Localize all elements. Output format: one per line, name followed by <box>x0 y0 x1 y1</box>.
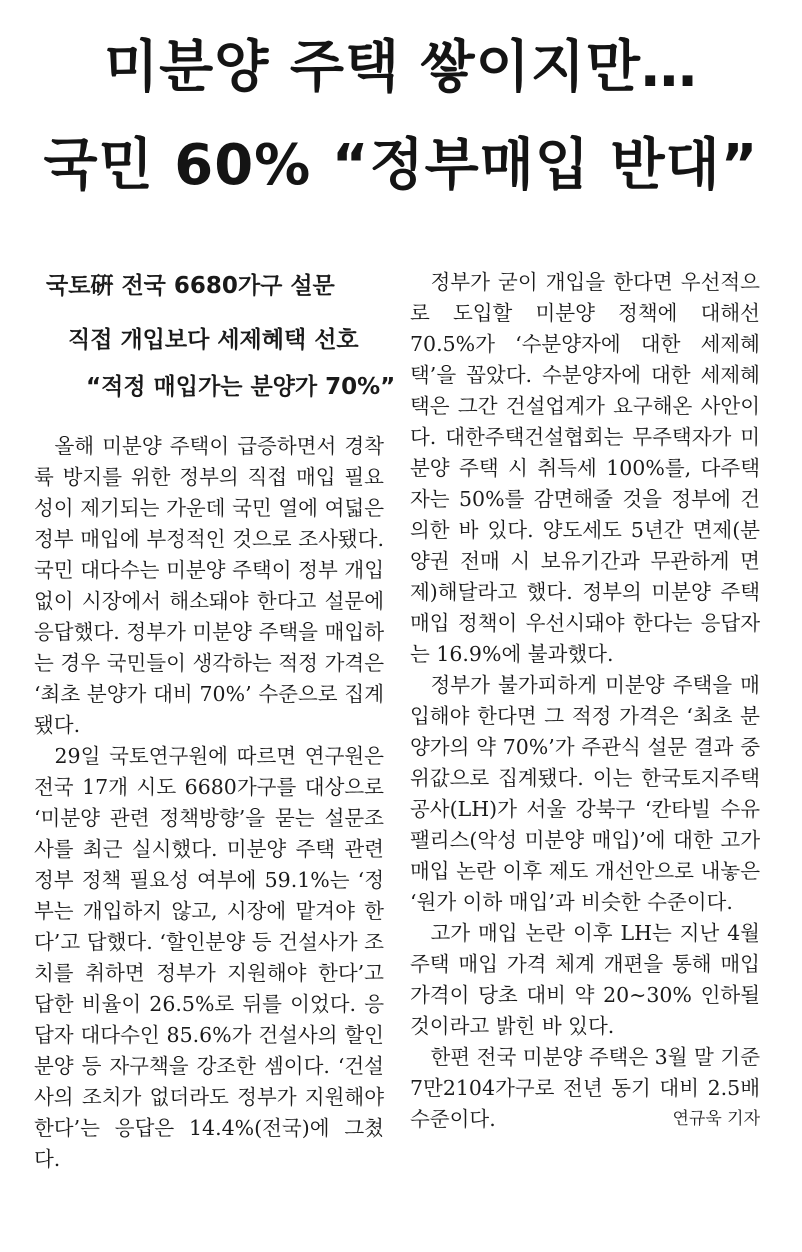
paragraph: 올해 미분양 주택이 급증하면서 경착륙 방지를 위한 정부의 직접 매입 필요성이 제기되는 가운데 국민 열에 여덟은 정부 매입에 부정적인 것으로 조사됐다. 국민 대다수는 미분양 주택이 정부 개입 없이 시장에서 해소돼야 한다고 설문에 응답했다. 정부가 미분양 주택을 매입하는 경우 국민들이 생각하는 적정 가격은 ‘최초 분양가 대비 70%’ 수준으로 집계됐다. <box>34 434 384 737</box>
paragraph: 정부가 불가피하게 미분양 주택을 매입해야 한다면 그 적정 가격은 ‘최초 분양가의 약 70%’가 주관식 설문 결과 중위값으로 집계됐다. 이는 한국토지주택공사(LH)가 서울 강북구 ‘칸타빌 수유팰리스(악성 미분양 매입)’에 대한 고가 매입 논란 이후 제도 개선안으로 내놓은 ‘원가 이하 매입’과 비슷한 수준이다. <box>410 673 760 914</box>
paragraph: 29일 국토연구원에 따르면 연구원은 전국 17개 시도 6680가구를 대상으로 ‘미분양 관련 정책방향’을 묻는 설문조사를 최근 실시했다. 미분양 주택 관련 정부 정책 필요성 여부에 59.1%는 ‘정부는 개입하지 않고, 시장에 맡겨야 한다’고 답했다. ‘할인분양 등 건설사가 조치를 취하면 정부가 지원해야 한다’고 답한 비율이 26.5%로 뒤를 이었다. 응답자 대다수인 85.6%가 건설사의 할인분양 등 자구책을 강조한 셈이다. ‘건설사의 조치가 없더라도 정부가 지원해야 한다’는 응답은 14.4%(전국)에 그쳤다. <box>34 744 384 1171</box>
byline: 연규욱 기자 <box>672 1109 760 1129</box>
article-column-left <box>34 431 384 1175</box>
article-column-right <box>410 267 760 1135</box>
paragraph-last <box>410 1042 760 1135</box>
headline-line-2: 국민 60% “정부매입 반대” <box>43 133 759 198</box>
subhead-1: 국토硏 전국 6680가구 설문 <box>46 273 335 299</box>
paragraph: 정부가 굳이 개입을 한다면 우선적으로 도입할 미분양 정책에 대해선 70.5%가 ‘수분양자에 대한 세제혜택’을 꼽았다. 수분양자에 대한 세제혜택은 그간 건설업계가 요구해온 사안이다. 대한주택건설협회는 무주택자가 미분양 주택 시 취득세 100%를, 다주택자는 50%를 감면해줄 것을 정부에 건의한 바 있다. 양도세도 5년간 면제(분양권 전매 시 보유기간과 무관하게 면제)해달라고 했다. 정부의 미분양 주택 매입 정책이 우선시돼야 한다는 응답자는 16.9%에 불과했다. <box>410 270 760 666</box>
subhead-2: 직접 개입보다 세제혜택 선호 <box>68 327 359 353</box>
paragraph-text: 한편 전국 미분양 주택은 3월 말 기준 7만2104가구로 전년 동기 대비 2.5배 수준이다. <box>410 1045 760 1131</box>
headline-line-1: 미분양 주택 쌓이지만… <box>104 35 698 100</box>
subhead-3: “적정 매입가는 분양가 70%” <box>86 374 396 400</box>
paragraph: 고가 매입 논란 이후 LH는 지난 4월 주택 매입 가격 체계 개편을 통해 매입 가격이 당초 대비 약 20∼30% 인하될 것이라고 밝힌 바 있다. <box>410 921 760 1038</box>
